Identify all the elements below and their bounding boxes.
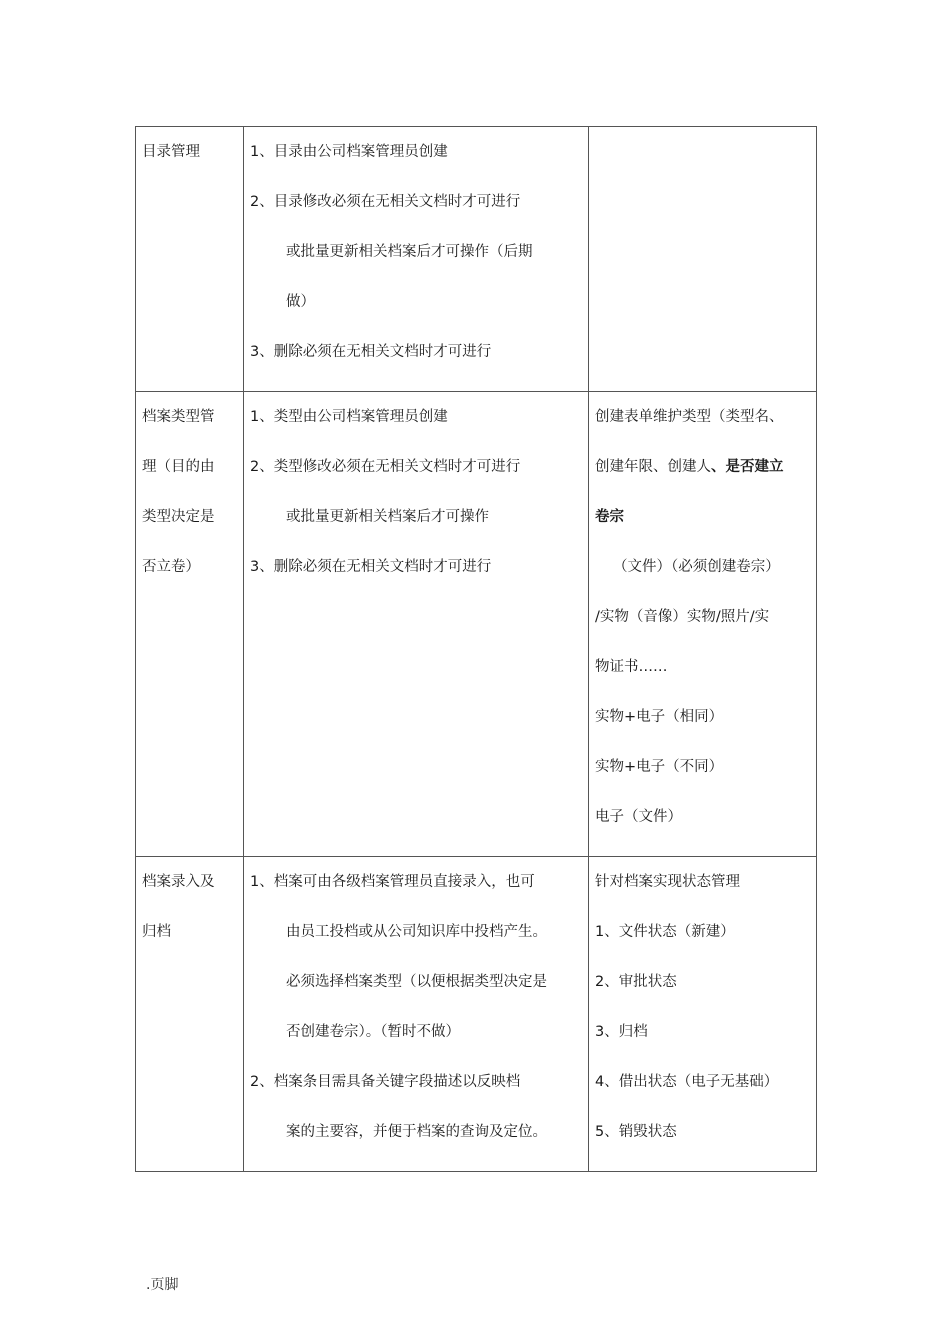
requirement-line: 2、档案条目需具备关键字段描述以反映档 [250,1074,521,1090]
note-line: 物证书…… [595,659,668,675]
note-line: /实物（音像）实物/照片/实 [595,609,770,625]
category-text: 档案类型管 [142,409,215,425]
requirement-line: 1、类型由公司档案管理员创建 [250,409,448,425]
requirements-cell [244,127,589,392]
table-row [136,392,817,857]
category-cell [136,857,244,1172]
category-text: 否立卷） [142,559,200,575]
note-line: 1、文件状态（新建） [595,924,735,940]
note-line: 4、借出状态（电子无基础） [595,1074,779,1090]
note-bold-text: 、是否建立 [711,459,784,475]
table-row [136,857,817,1172]
note-bold-line: 卷宗 [595,509,624,525]
requirement-line: 案的主要容，并便于档案的查询及定位。 [286,1124,547,1140]
note-line: （文件）（必须创建卷宗） [613,559,780,575]
requirement-line: 2、目录修改必须在无相关文档时才可进行 [250,194,521,210]
category-cell [136,127,244,392]
page-footer: .页脚 [146,1277,179,1293]
category-text: 档案录入及 [142,874,215,890]
note-line: 2、审批状态 [595,974,677,990]
requirements-cell [244,857,589,1172]
requirement-line: 必须选择档案类型（以便根据类型决定是 [286,974,547,990]
requirements-table [135,126,817,1172]
requirement-line: 做） [286,294,315,310]
requirement-line: 或批量更新相关档案后才可操作 [286,509,489,525]
note-text: 创建年限、创建人 [595,459,711,475]
category-cell [136,392,244,857]
requirements-cell [244,392,589,857]
requirement-line: 1、目录由公司档案管理员创建 [250,144,448,160]
category-text: 类型决定是 [142,509,215,525]
notes-cell [589,857,817,1172]
requirement-line: 或批量更新相关档案后才可操作（后期 [286,244,533,260]
requirement-line: 否创建卷宗）。（暂时不做） [286,1024,460,1040]
category-text: 理（目的由 [142,459,215,475]
category-text: 归档 [142,924,171,940]
requirement-line: 3、删除必须在无相关文档时才可进行 [250,559,492,575]
category-text: 目录管理 [142,144,200,160]
requirement-line: 2、类型修改必须在无相关文档时才可进行 [250,459,521,475]
requirement-line: 3、删除必须在无相关文档时才可进行 [250,344,492,360]
note-line [595,456,810,506]
note-line: 电子（文件） [595,809,682,825]
note-line: 5、销毁状态 [595,1124,677,1140]
notes-cell [589,392,817,857]
notes-cell [589,127,817,392]
note-line: 实物+电子（相同） [595,709,724,725]
note-line: 创建表单维护类型（类型名、 [595,409,784,425]
note-line: 实物+电子（不同） [595,759,724,775]
requirement-line: 1、档案可由各级档案管理员直接录入，也可 [250,874,535,890]
note-line: 针对档案实现状态管理 [595,874,740,890]
note-line: 3、归档 [595,1024,648,1040]
table-row [136,127,817,392]
requirement-line: 由员工投档或从公司知识库中投档产生。 [286,924,547,940]
